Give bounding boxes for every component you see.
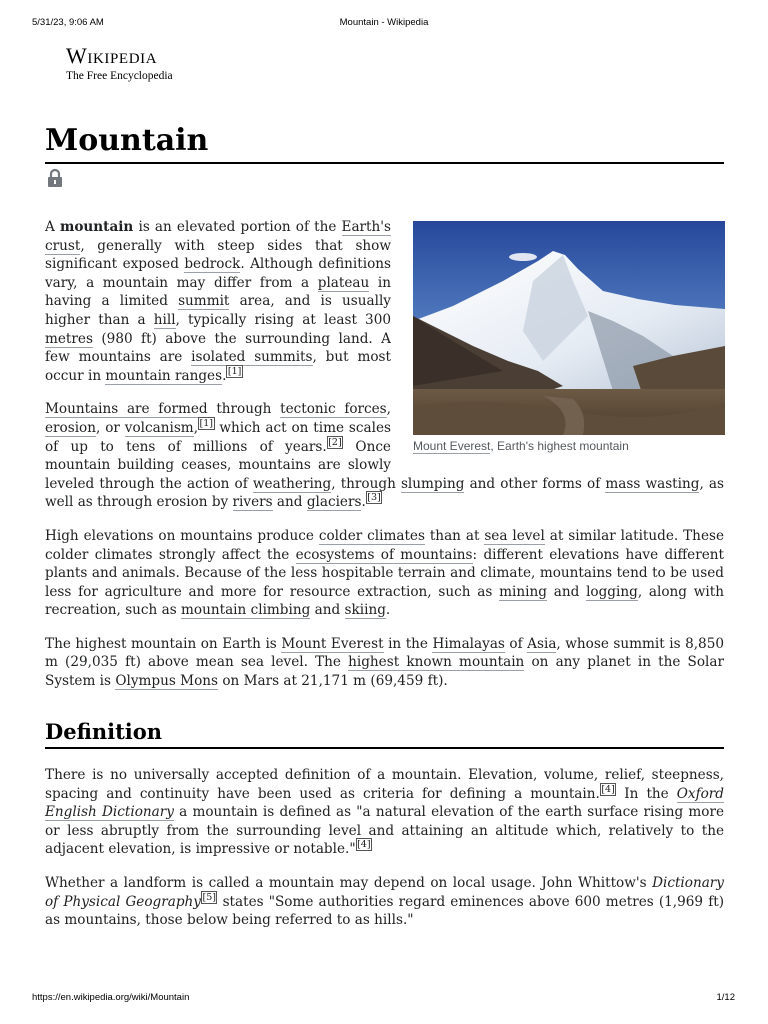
link-mountain-ranges[interactable]: mountain ranges xyxy=(105,367,223,384)
link-mining[interactable]: mining xyxy=(499,583,547,600)
link-oxford-english-dictionary[interactable]: Oxford English Dictionary xyxy=(45,785,724,821)
link-mount-everest[interactable]: Mount Everest xyxy=(281,635,384,652)
wikipedia-logo[interactable] xyxy=(66,44,173,83)
print-url: https://en.wikipedia.org/wiki/Mountain xyxy=(32,992,190,1003)
link-mass-wasting[interactable]: mass wasting xyxy=(605,475,700,492)
definition-paragraph-2: Whether a landform is called a mountain may depend on local usage. John Whittow's Dictionary of Physical Geography [5] states "Some authorities regard eminences above 600 metres (1,969 ft) as mountains, those below being referred to as hills." xyxy=(45,874,725,929)
section-definition xyxy=(45,766,724,930)
reference-4[interactable]: [4] xyxy=(357,839,371,851)
link-plateau[interactable]: plateau xyxy=(317,274,370,291)
reference-1[interactable]: [1] xyxy=(199,417,213,429)
link-hill[interactable]: hill xyxy=(153,311,176,328)
reference-2[interactable]: [2] xyxy=(328,436,342,448)
link-bedrock[interactable]: bedrock xyxy=(184,256,241,273)
intro-paragraph-2: Mountains are formed through tectonic forces, erosion, or volcanism, [1] which act on time scales of up to tens of millions of years. [2] Once mountain building ceases, mountains are slowly leveled through the action of weathering, through slumping and other forms of mass wasting, as well as through erosion by rivers and glaciers. [3] xyxy=(45,401,724,511)
link-isolated-summits[interactable]: isolated summits xyxy=(191,349,313,366)
link-logging[interactable]: logging xyxy=(586,583,638,600)
caption-link-mount-everest[interactable]: Mount Everest xyxy=(413,439,491,453)
reference-1[interactable]: [1] xyxy=(227,365,242,377)
section-heading-definition: Definition xyxy=(45,717,724,749)
reference-5[interactable]: [5] xyxy=(202,891,216,903)
print-footer xyxy=(0,992,768,1006)
link-himalayas[interactable]: Himalayas xyxy=(432,635,505,652)
link-slumping[interactable]: slumping xyxy=(400,475,465,492)
intro-paragraph-3: High elevations on mountains produce colder climates than at sea level at similar latitude. These colder climates strongly affect the ecosystems of mountains: different elevations have different plants and animals. Because of the less hospitable terrain and climate, mountains tend to be used less for agriculture and more for resource extraction, such as mining and logging, along with recreation, such as mountain climbing and skiing. xyxy=(45,527,725,619)
reference-4[interactable]: [4] xyxy=(601,783,615,795)
link-colder-climates[interactable]: colder climates xyxy=(318,527,425,544)
print-header xyxy=(0,17,768,31)
link-earths-crust[interactable]: Earth's crust xyxy=(45,219,391,254)
link-highest-known-mountain[interactable]: highest known mountain xyxy=(348,654,525,671)
link-asia[interactable]: Asia xyxy=(527,635,557,652)
link-olympus-mons[interactable]: Olympus Mons xyxy=(115,673,218,690)
link-mountains-are-formed[interactable]: Mountains are formed xyxy=(45,401,208,418)
link-erosion[interactable]: erosion xyxy=(45,419,96,436)
bold-term-mountain: mountain xyxy=(59,219,134,235)
article-intro xyxy=(45,218,724,691)
page-title: Mountain xyxy=(45,121,724,164)
link-mountain-climbing[interactable]: mountain climbing xyxy=(181,602,311,619)
link-glaciers[interactable]: glaciers xyxy=(306,494,362,511)
logo-wordmark: Wikipedia xyxy=(66,43,158,68)
figure-caption: Mount Everest, Earth's highest mountain xyxy=(413,439,629,453)
print-datetime: 5/31/23, 9:06 AM xyxy=(32,17,104,28)
italic-dictionary-title: Dictionary of Physical Geography xyxy=(45,874,724,910)
infobox-figure xyxy=(413,221,725,454)
logo-tagline: The Free Encyclopedia xyxy=(66,70,173,82)
link-skiing[interactable]: skiing xyxy=(344,602,386,619)
print-page-title: Mountain - Wikipedia xyxy=(339,17,429,28)
link-rivers[interactable]: rivers xyxy=(232,494,273,511)
print-page-number: 1/12 xyxy=(716,992,735,1003)
intro-paragraph-1: A mountain is an elevated portion of the Earth's crust, generally with steep sides that show significant exposed bedrock. Although definitions vary, a mountain may differ from a plateau in having a limited summit area, and is usually higher than a hill, typically rising at least 300 metres (980 ft) above the surrounding land. A few mountains are isolated summits, but most occur in mountain ranges. [1] xyxy=(45,219,391,384)
reference-3[interactable]: [3] xyxy=(367,492,381,504)
link-tectonic-forces[interactable]: tectonic forces xyxy=(280,401,387,418)
link-summit[interactable]: summit xyxy=(178,293,230,310)
intro-paragraph-4: The highest mountain on Earth is Mount Everest in the Himalayas of Asia, whose summit is 8,850 m (29,035 ft) above mean sea level. The highest known mountain on any planet in the Solar System is Olympus Mons on Mars at 21,171 m (69,459 ft). xyxy=(45,635,724,690)
definition-paragraph-1: There is no universally accepted definition of a mountain. Elevation, volume, relief, steepness, spacing and continuity have been used as criteria for defining a mountain. [4] In the Oxford English Dictionary a mountain is defined as "a natural elevation of the earth surface rising more or less abruptly from the surrounding level and attaining an altitude which, relatively to the adjacent elevation, is impressive or notable." [4] xyxy=(45,767,724,858)
link-metres[interactable]: metres xyxy=(45,330,93,347)
link-sea-level[interactable]: sea level xyxy=(484,527,545,544)
link-weathering[interactable]: weathering xyxy=(252,475,332,492)
mount-everest-image[interactable] xyxy=(413,221,725,435)
link-ecosystems-of-mountains[interactable]: ecosystems of mountains xyxy=(295,546,473,563)
lock-icon[interactable] xyxy=(46,168,64,188)
link-volcanism[interactable]: volcanism xyxy=(124,419,194,436)
